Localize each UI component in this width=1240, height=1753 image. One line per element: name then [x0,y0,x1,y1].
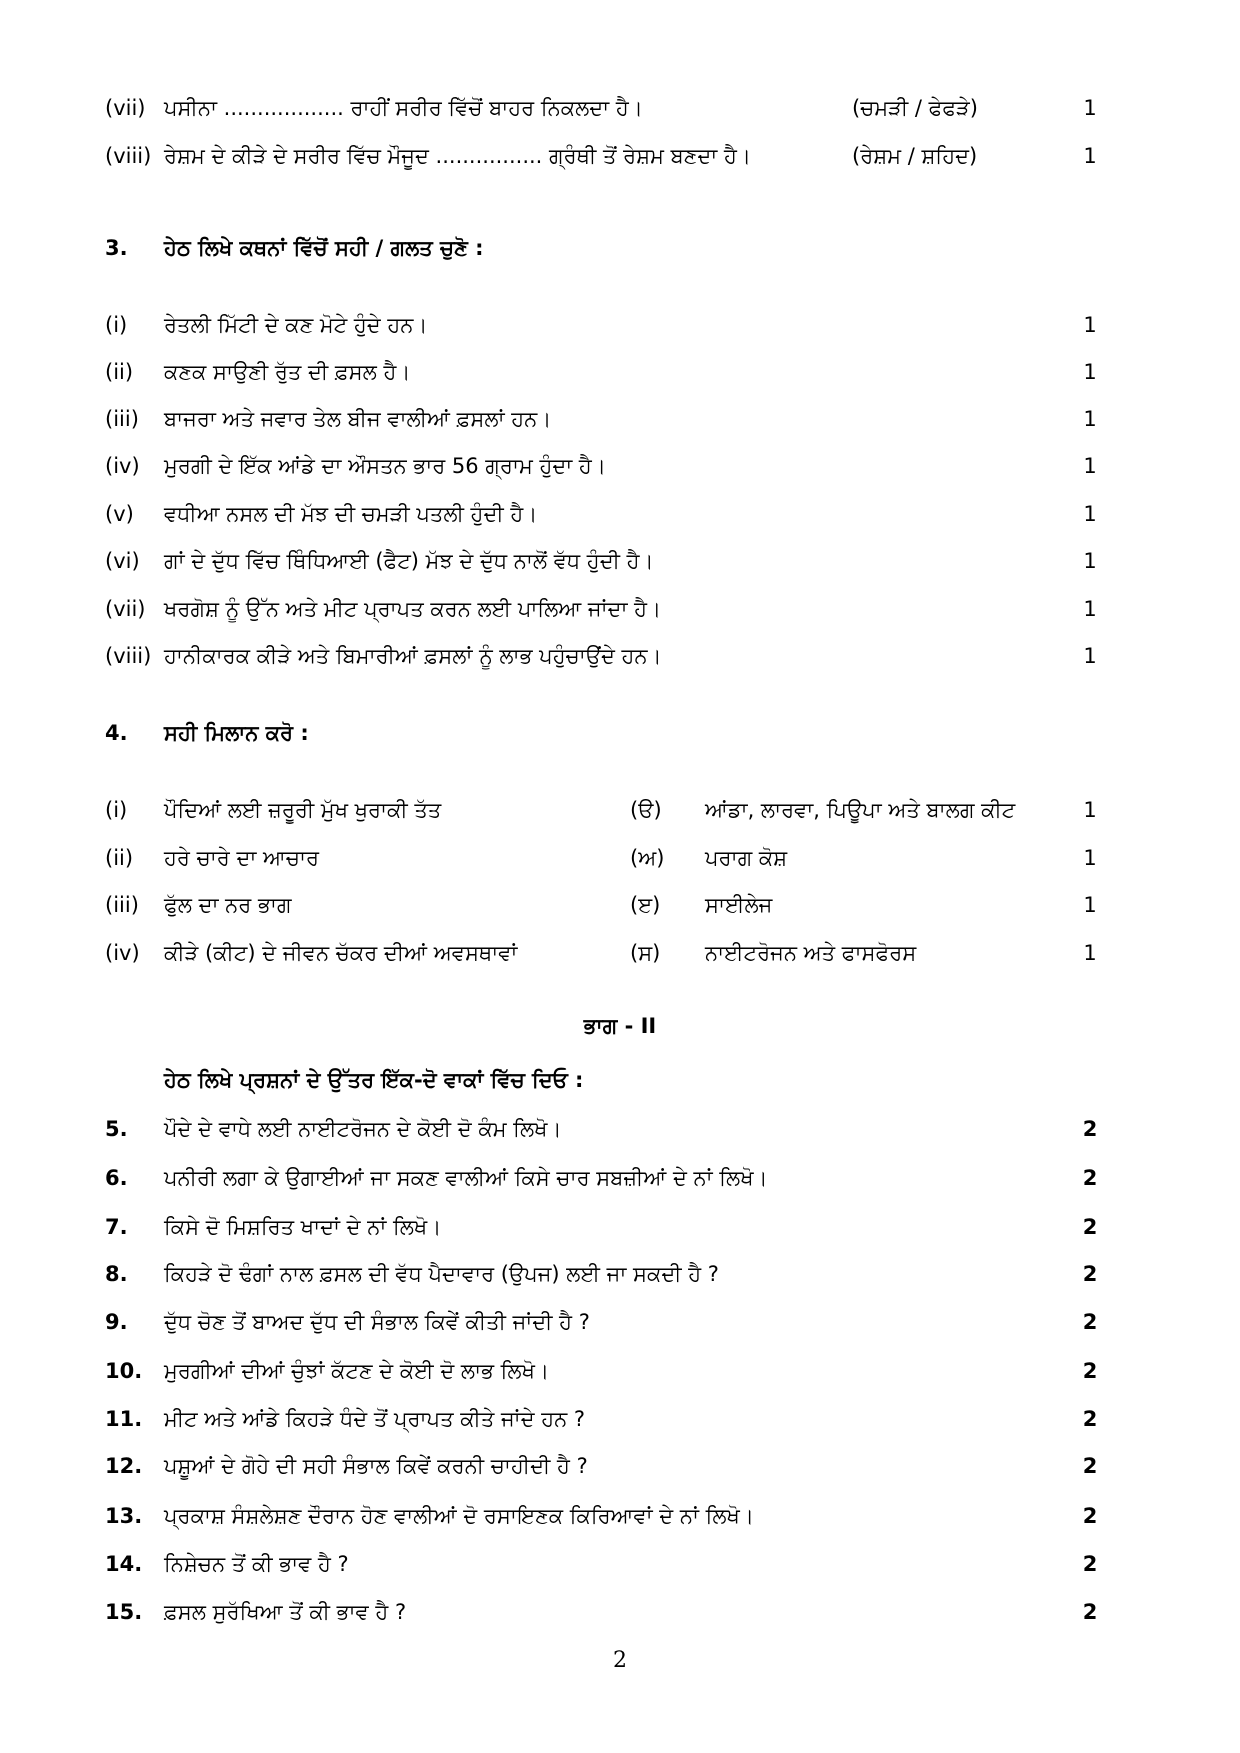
question-marks: 2 [1082,1454,1098,1478]
match-item [0,838,1240,878]
item-marks: 1 [1083,549,1097,573]
question-number: 7. [105,1215,128,1239]
match-item [0,790,1240,830]
true-false-item [0,541,1240,581]
question-marks: 2 [1082,1310,1098,1334]
item-number: (viii) [105,644,152,668]
short-question [0,1158,1240,1198]
question-number: 13. [105,1504,143,1528]
match-item [0,933,1240,973]
question-text: ਫ਼ਸਲ ਸੁਰੱਖਿਆ ਤੋਂ ਕੀ ਭਾਵ ਹੈ ? [164,1600,407,1624]
question-marks: 2 [1082,1600,1098,1624]
short-question [0,1207,1240,1247]
fill-blank-item [0,136,1240,176]
question-number: 3. [105,236,128,260]
match-letter: (ਸ) [630,941,661,965]
question-number: 6. [105,1166,128,1190]
question-number: 5. [105,1117,128,1141]
question-text: ਨਿਸ਼ੇਚਨ ਤੋਂ ਕੀ ਭਾਵ ਹੈ ? [164,1552,349,1576]
question-heading: ਸਹੀ ਮਿਲਾਨ ਕਰੋ : [164,721,309,745]
question-text: ਦੁੱਧ ਚੋਣ ਤੋਂ ਬਾਅਦ ਦੁੱਧ ਦੀ ਸੰਭਾਲ ਕਿਵੇਂ ਕੀਤੀ ਜਾਂਦੀ ਹੈ ? [164,1310,590,1334]
item-text: ਰੇਸ਼ਮ ਦੇ ਕੀੜੇ ਦੇ ਸਰੀਰ ਵਿੱਚ ਮੌਜੂਦ ................ ਗ੍ਰੰਥੀ ਤੋਂ ਰੇਸ਼ਮ ਬਣਦਾ ਹੈ। [164,144,751,168]
match-letter: (ੳ) [630,798,662,822]
true-false-item [0,494,1240,534]
item-text: ਮੁਰਗੀ ਦੇ ਇੱਕ ਆਂਡੇ ਦਾ ਔਸਤਨ ਭਾਰ 56 ਗ੍ਰਾਮ ਹੁੰਦਾ ਹੈ। [164,454,606,478]
question-number: 8. [105,1262,128,1286]
match-letter: (ਅ) [630,846,665,870]
question-number: 4. [105,721,128,745]
question-text: ਪਸ਼ੂਆਂ ਦੇ ਗੋਹੇ ਦੀ ਸਹੀ ਸੰਭਾਲ ਕਿਵੇਂ ਕਰਨੀ ਚਾਹੀਦੀ ਹੈ ? [164,1454,588,1478]
short-question [0,1544,1240,1584]
question-marks: 2 [1082,1166,1098,1190]
item-text: ਪਸੀਨਾ .................. ਰਾਹੀਂ ਸਰੀਰ ਵਿੱਚੋਂ ਬਾਹਰ ਨਿਕਲਦਾ ਹੈ। [164,96,643,120]
item-number: (vii) [105,96,146,120]
item-text: ਬਾਜਰਾ ਅਤੇ ਜਵਾਰ ਤੇਲ ਬੀਜ ਵਾਲੀਆਂ ਫ਼ਸਲਾਂ ਹਨ। [164,407,552,431]
question-marks: 2 [1082,1359,1098,1383]
item-marks: 1 [1083,313,1097,337]
part-2-title: ਭਾਗ - II [583,1014,657,1038]
item-text: ਰੇਤਲੀ ਮਿੱਟੀ ਦੇ ਕਣ ਮੋਟੇ ਹੁੰਦੇ ਹਨ। [164,313,428,337]
item-number: (vii) [105,597,146,621]
item-marks: 1 [1083,407,1097,431]
question-3-heading [0,228,1240,268]
question-number: 12. [105,1454,143,1478]
item-marks: 1 [1083,644,1097,668]
match-left-text: ਹਰੇ ਚਾਰੇ ਦਾ ਆਚਾਰ [164,846,320,870]
question-text: ਪੌਦੇ ਦੇ ਵਾਧੇ ਲਈ ਨਾਈਟਰੋਜਨ ਦੇ ਕੋਈ ਦੋ ਕੰਮ ਲਿਖੋ। [164,1117,562,1141]
match-right-text: ਪਰਾਗ ਕੋਸ਼ [705,846,788,870]
short-question [0,1496,1240,1536]
match-right-text: ਨਾਈਟਰੋਜਨ ਅਤੇ ਫਾਸਫੋਰਸ [705,941,917,965]
short-question [0,1399,1240,1439]
question-number: 9. [105,1310,128,1334]
short-question [0,1351,1240,1391]
true-false-item [0,636,1240,676]
item-number: (iii) [105,407,139,431]
question-text: ਪ੍ਰਕਾਸ਼ ਸੰਸ਼ਲੇਸ਼ਣ ਦੌਰਾਨ ਹੋਣ ਵਾਲੀਆਂ ਦੋ ਰਸਾਇਣਕ ਕਿਰਿਆਵਾਂ ਦੇ ਨਾਂ ਲਿਖੋ। [164,1504,755,1528]
short-question [0,1446,1240,1486]
page-number: 2 [613,1648,627,1673]
item-number: (iv) [105,941,140,965]
short-question [0,1592,1240,1632]
item-number: (vi) [105,549,140,573]
true-false-item [0,399,1240,439]
question-marks: 2 [1082,1407,1098,1431]
item-marks: 1 [1083,798,1097,822]
item-number: (iii) [105,893,139,917]
match-left-text: ਕੀੜੇ (ਕੀਟ) ਦੇ ਜੀਵਨ ਚੱਕਰ ਦੀਆਂ ਅਵਸਥਾਵਾਂ [164,941,518,965]
item-number: (i) [105,798,128,822]
item-text: ਕਣਕ ਸਾਉਣੀ ਰੁੱਤ ਦੀ ਫ਼ਸਲ ਹੈ। [164,360,411,384]
question-number: 11. [105,1407,143,1431]
item-text: ਗਾਂ ਦੇ ਦੁੱਧ ਵਿੱਚ ਥਿੰਧਿਆਈ (ਫੈਟ) ਮੱਝ ਦੇ ਦੁੱਧ ਨਾਲੋਂ ਵੱਧ ਹੁੰਦੀ ਹੈ। [164,549,654,573]
item-text: ਵਧੀਆ ਨਸਲ ਦੀ ਮੱਝ ਦੀ ਚਮੜੀ ਪਤਲੀ ਹੁੰਦੀ ਹੈ। [164,502,538,526]
item-number: (ii) [105,846,134,870]
item-number: (iv) [105,454,140,478]
question-marks: 2 [1082,1552,1098,1576]
question-text: ਮੁਰਗੀਆਂ ਦੀਆਂ ਚੁੰਝਾਂ ਕੱਟਣ ਦੇ ਕੋਈ ਦੋ ਲਾਭ ਲਿਖੋ। [164,1359,550,1383]
true-false-item [0,589,1240,629]
question-heading: ਹੇਠ ਲਿਖੇ ਕਥਨਾਂ ਵਿੱਚੋਂ ਸਹੀ / ਗਲਤ ਚੁਣੋ : [164,236,484,260]
question-marks: 2 [1082,1262,1098,1286]
match-right-text: ਆਂਡਾ, ਲਾਰਵਾ, ਪਿਊਪਾ ਅਤੇ ਬਾਲਗ ਕੀਟ [705,798,1016,822]
true-false-item [0,352,1240,392]
match-left-text: ਪੌਦਿਆਂ ਲਈ ਜ਼ਰੂਰੀ ਮੁੱਖ ਖੁਰਾਕੀ ਤੱਤ [164,798,442,822]
item-marks: 1 [1083,454,1097,478]
match-left-text: ਫੁੱਲ ਦਾ ਨਰ ਭਾਗ [164,893,292,917]
item-marks: 1 [1083,502,1097,526]
item-number: (ii) [105,360,134,384]
item-marks: 1 [1083,96,1097,120]
item-number: (viii) [105,144,152,168]
true-false-item [0,446,1240,486]
short-question [0,1254,1240,1294]
fill-blank-item [0,88,1240,128]
question-4-heading [0,713,1240,753]
instruction-text: ਹੇਠ ਲਿਖੇ ਪ੍ਰਸ਼ਨਾਂ ਦੇ ਉੱਤਰ ਇੱਕ-ਦੋ ਵਾਕਾਂ ਵਿੱਚ ਦਿਓ : [164,1068,584,1092]
match-item [0,885,1240,925]
question-text: ਮੀਟ ਅਤੇ ਆਂਡੇ ਕਿਹੜੇ ਧੰਦੇ ਤੋਂ ਪ੍ਰਾਪਤ ਕੀਤੇ ਜਾਂਦੇ ਹਨ ? [164,1407,586,1431]
item-options: (ਚਮੜੀ / ਫੇਫੜੇ) [852,96,978,120]
question-number: 15. [105,1600,143,1624]
short-question [0,1109,1240,1149]
item-marks: 1 [1083,893,1097,917]
question-marks: 2 [1082,1117,1098,1141]
question-marks: 2 [1082,1215,1098,1239]
item-text: ਖਰਗੋਸ਼ ਨੂੰ ਉੱਨ ਅਤੇ ਮੀਟ ਪ੍ਰਾਪਤ ਕਰਨ ਲਈ ਪਾਲਿਆ ਜਾਂਦਾ ਹੈ। [164,597,662,621]
part-2-instruction [0,1060,1240,1100]
item-marks: 1 [1083,941,1097,965]
true-false-item [0,305,1240,345]
item-options: (ਰੇਸ਼ਮ / ਸ਼ਹਿਦ) [852,144,978,168]
question-text: ਪਨੀਰੀ ਲਗਾ ਕੇ ਉਗਾਈਆਂ ਜਾ ਸਕਣ ਵਾਲੀਆਂ ਕਿਸੇ ਚਾਰ ਸਬਜ਼ੀਆਂ ਦੇ ਨਾਂ ਲਿਖੋ। [164,1166,768,1190]
question-number: 14. [105,1552,143,1576]
question-text: ਕਿਸੇ ਦੋ ਮਿਸ਼ਰਿਤ ਖਾਦਾਂ ਦੇ ਨਾਂ ਲਿਖੋ। [164,1215,442,1239]
match-letter: (ੲ) [630,893,661,917]
item-marks: 1 [1083,360,1097,384]
match-right-text: ਸਾਈਲੇਜ [705,893,773,917]
item-marks: 1 [1083,597,1097,621]
question-number: 10. [105,1359,143,1383]
item-marks: 1 [1083,846,1097,870]
item-number: (v) [105,502,134,526]
question-marks: 2 [1082,1504,1098,1528]
item-marks: 1 [1083,144,1097,168]
short-question [0,1302,1240,1342]
question-text: ਕਿਹੜੇ ਦੋ ਢੰਗਾਂ ਨਾਲ ਫ਼ਸਲ ਦੀ ਵੱਧ ਪੈਦਾਵਾਰ (ਉਪਜ) ਲਈ ਜਾ ਸਕਦੀ ਹੈ ? [164,1262,719,1286]
item-number: (i) [105,313,128,337]
item-text: ਹਾਨੀਕਾਰਕ ਕੀੜੇ ਅਤੇ ਬਿਮਾਰੀਆਂ ਫ਼ਸਲਾਂ ਨੂੰ ਲਾਭ ਪਹੁੰਚਾਉਂਦੇ ਹਨ। [164,644,662,668]
